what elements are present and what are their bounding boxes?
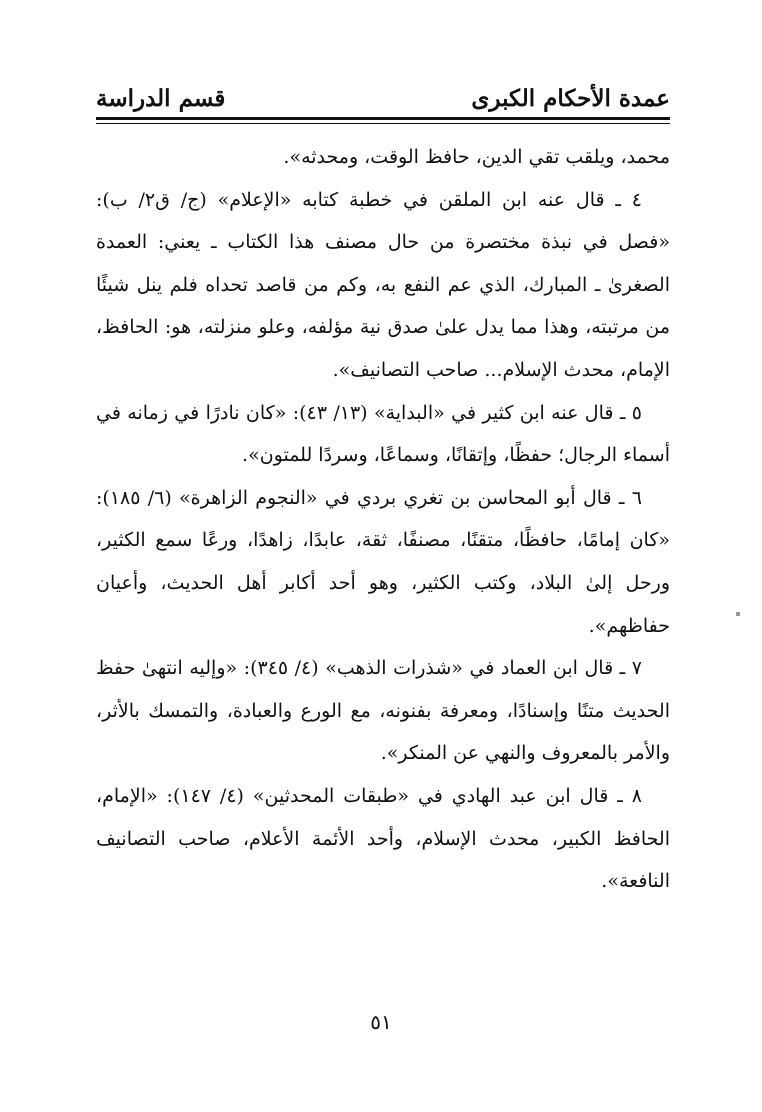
paragraph-entry-8: ٨ ـ قال ابن عبد الهادي في «طبقات المحدثين» (٤/ ١٤٧): «الإمام، الحافظ الكبير، محدث الإسلام، وأحد الأئمة الأعلام، صاحب التصانيف النافعة». [96, 784, 670, 893]
paragraph-entry-4: ٤ ـ قال عنه ابن الملقن في خطبة كتابه «الإعلام» (ج/ ق٢/ ب): «فصل في نبذة مختصرة من حال مصنف هذا الكتاب ـ يعني: العمدة الصغرىٰ ـ المبارك، الذي عم النفع به، وكم من قاصد تحداه فلم ينل شيئًا من مرتبته، وهذا مما يدل علىٰ صدق نية مؤلفه، وعلو منزلته، هو: الحافظ، الإمام، محدث الإسلام... صاحب التصانيف». [96, 188, 670, 381]
body-text [96, 136, 670, 903]
header-rule-thick [96, 117, 670, 120]
page-number: ٥١ [370, 1010, 392, 1034]
book-title: عمدة الأحكام الكبرى [471, 85, 670, 112]
header-rule-thin [96, 123, 670, 124]
page-header [96, 84, 670, 114]
section-title: قسم الدراسة [96, 85, 226, 112]
paragraph-continuation: محمد، ويلقب تقي الدين، حافظ الوقت، ومحدثه». [283, 146, 670, 168]
scan-mark [736, 612, 740, 616]
paragraph-entry-6: ٦ ـ قال أبو المحاسن بن تغري بردي في «النجوم الزاهرة» (٦/ ١٨٥): «كان إمامًا، حافظًا، متقنًا، مصنفًا، ثقة، عابدًا، زاهدًا، ورعًا سمع الكثير، ورحل إلىٰ البلاد، وكتب الكثير، وهو أحد أكابر أهل الحديث، وأعيان حفاظهم». [96, 486, 670, 637]
paragraph-entry-5: ٥ ـ قال عنه ابن كثير في «البداية» (١٣/ ٤٣): «كان نادرًا في زمانه في أسماء الرجال؛ حفظًا، وإتقانًا، وسماعًا، وسردًا للمتون». [96, 401, 670, 467]
paragraph-entry-7: ٧ ـ قال ابن العماد في «شذرات الذهب» (٤/ ٣٤٥): «وإليه انتهىٰ حفظ الحديث متنًا وإسنادًا، ومعرفة بفنونه، مع الورع والعبادة، والتمسك بالأثر، والأمر بالمعروف والنهي عن المنكر». [96, 657, 670, 765]
